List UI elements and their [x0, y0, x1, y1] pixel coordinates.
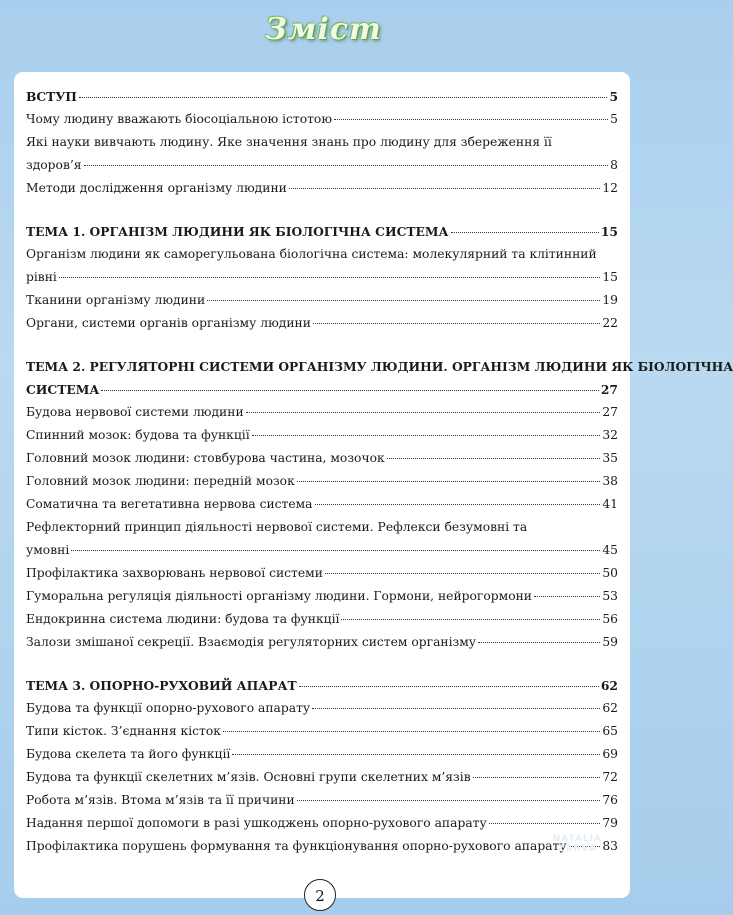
toc-page: 50	[602, 566, 618, 580]
toc-page: 15	[600, 224, 618, 239]
toc-entry-text: Рефлекторний принцип діяльності нервової системи. Рефлекси безумовні та	[26, 520, 528, 534]
toc-label: Соматична та вегетативна нервова система	[26, 497, 313, 511]
toc-entry-text: Які науки вивчають людину. Яке значення знань про людину для збереження її	[26, 135, 552, 149]
dot-leader	[246, 411, 601, 413]
dot-leader	[534, 595, 600, 597]
toc-label: здоров’я	[26, 158, 82, 172]
toc-label: Типи кісток. З’єднання кісток	[26, 724, 221, 738]
dot-leader	[478, 641, 600, 643]
dot-leader	[71, 549, 600, 551]
toc-page: 8	[610, 158, 618, 172]
toc-page: 65	[602, 724, 618, 738]
dot-leader	[387, 457, 601, 459]
watermark-line: NATALIA	[552, 834, 602, 844]
toc-heading	[26, 674, 618, 697]
toc-page: 5	[609, 89, 618, 104]
toc-label: Чому людину вважають біосоціальною істотою	[26, 112, 333, 126]
toc-entry	[26, 470, 618, 493]
dot-leader	[84, 164, 609, 166]
toc-label: ВСТУП	[26, 89, 77, 104]
toc-label: Спинний мозок: будова та функції	[26, 428, 250, 442]
dot-leader	[312, 707, 600, 709]
toc-entry	[26, 401, 618, 424]
toc-entry	[26, 424, 618, 447]
section-gap	[26, 200, 618, 220]
dot-leader	[101, 389, 599, 391]
toc-label: СИСТЕМА	[26, 382, 100, 397]
watermark-line: ZARVA	[557, 844, 597, 854]
toc-sheet	[14, 72, 733, 898]
toc-entry	[26, 177, 618, 200]
dot-leader	[325, 572, 600, 574]
toc-label: ТЕМА 3. ОПОРНО-РУХОВИЙ АПАРАТ	[26, 678, 297, 693]
dot-leader	[297, 799, 601, 801]
dot-leader	[232, 753, 600, 755]
toc-label: рівні	[26, 270, 57, 284]
toc-label: Профілактика порушень формування та функціонування опорно-рухового апарату	[26, 839, 567, 853]
toc-label: Ендокринна система людини: будова та функції	[26, 612, 340, 626]
toc-page: 69	[602, 747, 618, 761]
toc-label: Робота м’язів. Втома м’язів та її причини	[26, 793, 295, 807]
dot-leader	[473, 776, 601, 778]
dot-leader	[451, 231, 599, 233]
toc-entry-text: Організм людини як саморегульована біологічна система: молекулярний та клітинний	[26, 247, 597, 261]
toc-page: 62	[600, 678, 618, 693]
toc-entry	[26, 447, 618, 470]
toc-label: умовні	[26, 543, 70, 557]
toc-page: 27	[602, 405, 618, 419]
toc-page: 32	[602, 428, 618, 442]
dot-leader	[297, 480, 601, 482]
toc-heading	[26, 378, 618, 401]
page-title: Зміст	[265, 12, 382, 47]
toc-page: 83	[602, 839, 618, 853]
toc-page: 19	[602, 293, 618, 307]
toc-heading-text: ТЕМА 2. РЕГУЛЯТОРНІ СИСТЕМИ ОРГАНІЗМУ ЛЮДИНИ. ОРГАНІЗМ ЛЮДИНИ ЯК БІОЛОГІЧНА	[26, 359, 733, 374]
toc-entry	[26, 720, 618, 743]
toc-page: 38	[602, 474, 618, 488]
toc-label: Будова та функції скелетних м’язів. Основні групи скелетних м’язів	[26, 770, 471, 784]
dot-leader	[341, 618, 600, 620]
toc-page: 12	[602, 181, 618, 195]
toc-label: Гуморальна регуляція діяльності організму людини. Гормони, нейрогормони	[26, 589, 532, 603]
toc-entry	[26, 108, 618, 131]
toc-entry	[26, 289, 618, 312]
toc-label: Будова та функції опорно-рухового апарату	[26, 701, 311, 715]
toc-entry	[26, 697, 618, 720]
dot-leader	[315, 503, 601, 505]
dot-leader	[79, 96, 608, 98]
toc-page: 27	[600, 382, 618, 397]
toc-entry	[26, 539, 618, 562]
dot-leader	[207, 299, 600, 301]
toc-page: 41	[602, 497, 618, 511]
dot-leader	[334, 118, 608, 120]
toc-label: Будова скелета та його функції	[26, 747, 231, 761]
section-gap	[26, 654, 618, 674]
toc-page: 35	[602, 451, 618, 465]
toc-label: Будова нервової системи людини	[26, 405, 244, 419]
section-gap	[26, 335, 618, 355]
toc-entry	[26, 789, 618, 812]
toc-label: Тканини організму людини	[26, 293, 206, 307]
toc-label: Головний мозок людини: стовбурова частина, мозочок	[26, 451, 385, 465]
dot-leader	[299, 685, 599, 687]
toc-entry	[26, 266, 618, 289]
toc-entry	[26, 743, 618, 766]
toc-page: 62	[602, 701, 618, 715]
toc-page: 72	[602, 770, 618, 784]
toc-page: 15	[602, 270, 618, 284]
toc-entry	[26, 631, 618, 654]
toc-page: 79	[602, 816, 618, 830]
toc-heading	[26, 85, 618, 108]
toc-label: Надання першої допомоги в разі ушкоджень опорно-рухового апарату	[26, 816, 487, 830]
toc-entry	[26, 766, 618, 789]
toc-entry	[26, 835, 618, 858]
toc-entry	[26, 493, 618, 516]
watermark-logo	[553, 834, 602, 854]
toc-page: 5	[610, 112, 618, 126]
toc-label: Залози змішаної секреції. Взаємодія регуляторних систем організму	[26, 635, 477, 649]
toc-page: 56	[602, 612, 618, 626]
dot-leader	[289, 187, 600, 189]
toc-entry	[26, 154, 618, 177]
toc-page: 22	[602, 316, 618, 330]
toc-page: 59	[602, 635, 618, 649]
toc-page: 53	[602, 589, 618, 603]
toc-entry	[26, 585, 618, 608]
toc-label: Профілактика захворювань нервової системи	[26, 566, 323, 580]
dot-leader	[223, 730, 600, 732]
toc-label: Методи дослідження організму людини	[26, 181, 287, 195]
toc-entry	[26, 312, 618, 335]
dot-leader	[252, 434, 601, 436]
toc-label: Головний мозок людини: передній мозок	[26, 474, 295, 488]
page-number: 2	[304, 879, 336, 911]
table-of-contents	[26, 85, 733, 858]
toc-entry	[26, 562, 618, 585]
toc-label: ТЕМА 1. ОРГАНІЗМ ЛЮДИНИ ЯК БІОЛОГІЧНА СИСТЕМА	[26, 224, 449, 239]
dot-leader	[313, 322, 600, 324]
toc-page: 76	[602, 793, 618, 807]
dot-leader	[59, 276, 600, 278]
toc-entry	[26, 608, 618, 631]
toc-page: 45	[602, 543, 618, 557]
toc-heading	[26, 220, 618, 243]
toc-entry	[26, 812, 618, 835]
dot-leader	[489, 822, 601, 824]
toc-label: Органи, системи органів організму людини	[26, 316, 311, 330]
